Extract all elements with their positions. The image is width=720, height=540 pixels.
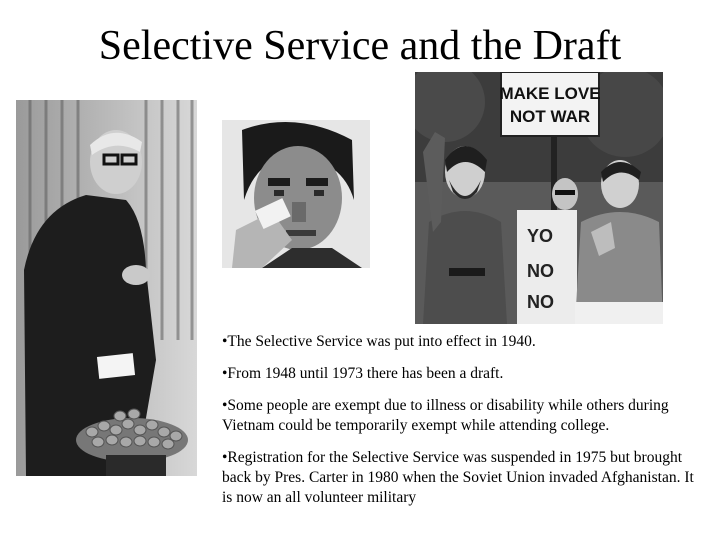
bullet-item: •From 1948 until 1973 there has been a draft.: [222, 365, 504, 382]
bullet-item: •Registration for the Selective Service was suspended in 1975 but brought back by Pres. Carter in 1980 when the Soviet Union invaded Afghanistan. It is now an all volunteer military: [222, 449, 694, 506]
young-man-burning-draft-card-photo-icon: [222, 120, 370, 268]
svg-text:NO: NO: [527, 261, 554, 281]
svg-text:YO: YO: [527, 226, 554, 246]
protest-sign-line2: NOT WAR: [509, 107, 591, 126]
man-drawing-draft-lottery-photo-icon: [16, 100, 197, 476]
bullet-item: •The Selective Service was put into effect in 1940.: [222, 333, 536, 350]
bullet-item: •Some people are exempt due to illness or disability while others during Vietnam could be temporarily exempt while attending college.: [222, 397, 669, 434]
slide-title: Selective Service and the Draft: [98, 23, 622, 69]
antiwar-protest-photo: [415, 72, 663, 324]
bullet-list: [222, 332, 702, 520]
draft-lottery-photo: [16, 100, 197, 476]
antiwar-protest-photo-icon: [415, 72, 663, 324]
svg-text:NO: NO: [527, 292, 554, 312]
draft-card-burning-photo: [222, 120, 370, 268]
protest-sign-line1: MAKE LOVE: [499, 84, 601, 103]
